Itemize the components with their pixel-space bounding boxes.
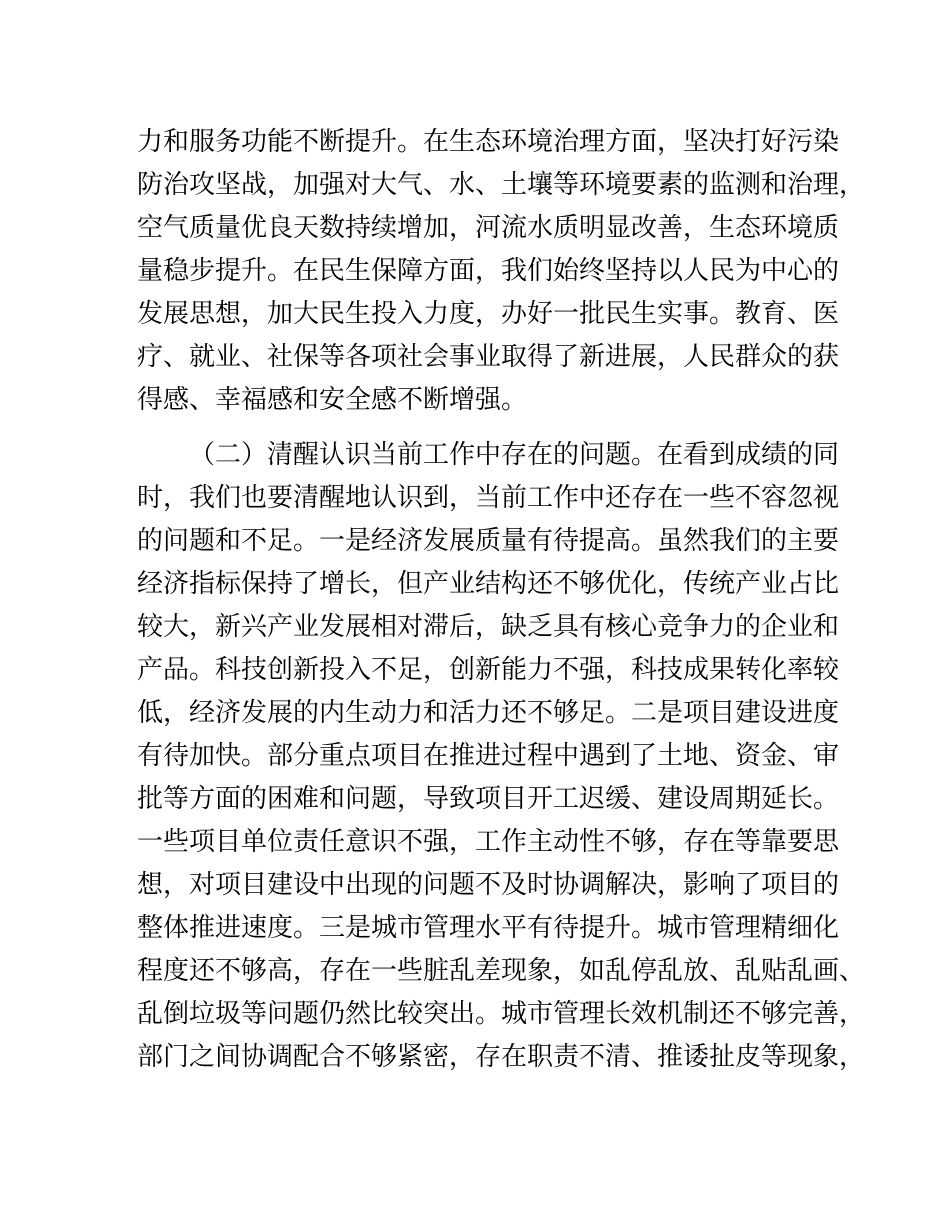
paragraph xyxy=(137,433,866,1078)
text-line: 量稳步提升。在民生保障方面，我们始终坚持以人民为中心的 xyxy=(137,255,840,285)
text-line: 得感、幸福感和安全感不断增强。 xyxy=(137,384,528,414)
text-line: 时，我们也要清醒地认识到，当前工作中还存在一些不容忽视 xyxy=(137,482,840,512)
text-line: 整体推进速度。三是城市管理水平有待提升。城市管理精细化 xyxy=(137,912,840,942)
text-line: 的问题和不足。一是经济发展质量有待提高。虽然我们的主要 xyxy=(137,525,840,555)
text-line: 想，对项目建设中出现的问题不及时协调解决，影响了项目的 xyxy=(137,869,840,899)
text-line: 低，经济发展的内生动力和活力还不够足。二是项目建设进度 xyxy=(137,697,840,727)
text-line: 发展思想，加大民生投入力度，办好一批民生实事。教育、医 xyxy=(137,298,840,328)
text-line: 批等方面的困难和问题，导致项目开工迟缓、建设周期延长。 xyxy=(137,783,840,813)
text-line: 部门之间协调配合不够紧密，存在职责不清、推诿扯皮等现象， xyxy=(137,1041,866,1071)
text-line: 一些项目单位责任意识不强，工作主动性不够，存在等靠要思 xyxy=(137,826,840,856)
text-line: 产品。科技创新投入不足，创新能力不强，科技成果转化率较 xyxy=(137,654,840,684)
text-line: 经济指标保持了增长，但产业结构还不够优化，传统产业占比 xyxy=(137,568,840,598)
text-line: 乱倒垃圾等问题仍然比较突出。城市管理长效机制还不够完善， xyxy=(137,998,866,1028)
paragraph xyxy=(137,120,866,421)
text-line: 空气质量优良天数持续增加，河流水质明显改善，生态环境质 xyxy=(137,212,840,242)
text-line: （二）清醒认识当前工作中存在的问题。在看到成绩的同 xyxy=(189,439,840,469)
text-line: 程度还不够高，存在一些脏乱差现象，如乱停乱放、乱贴乱画、 xyxy=(137,955,866,985)
text-line: 防治攻坚战，加强对大气、水、土壤等环境要素的监测和治理， xyxy=(137,169,866,199)
text-line: 力和服务功能不断提升。在生态环境治理方面，坚决打好污染 xyxy=(137,126,840,156)
text-line: 较大，新兴产业发展相对滞后，缺乏具有核心竞争力的企业和 xyxy=(137,611,840,641)
document-body xyxy=(137,120,866,1078)
text-line: 疗、就业、社保等各项社会事业取得了新进展，人民群众的获 xyxy=(137,341,840,371)
text-line: 有待加快。部分重点项目在推进过程中遇到了土地、资金、审 xyxy=(137,740,840,770)
